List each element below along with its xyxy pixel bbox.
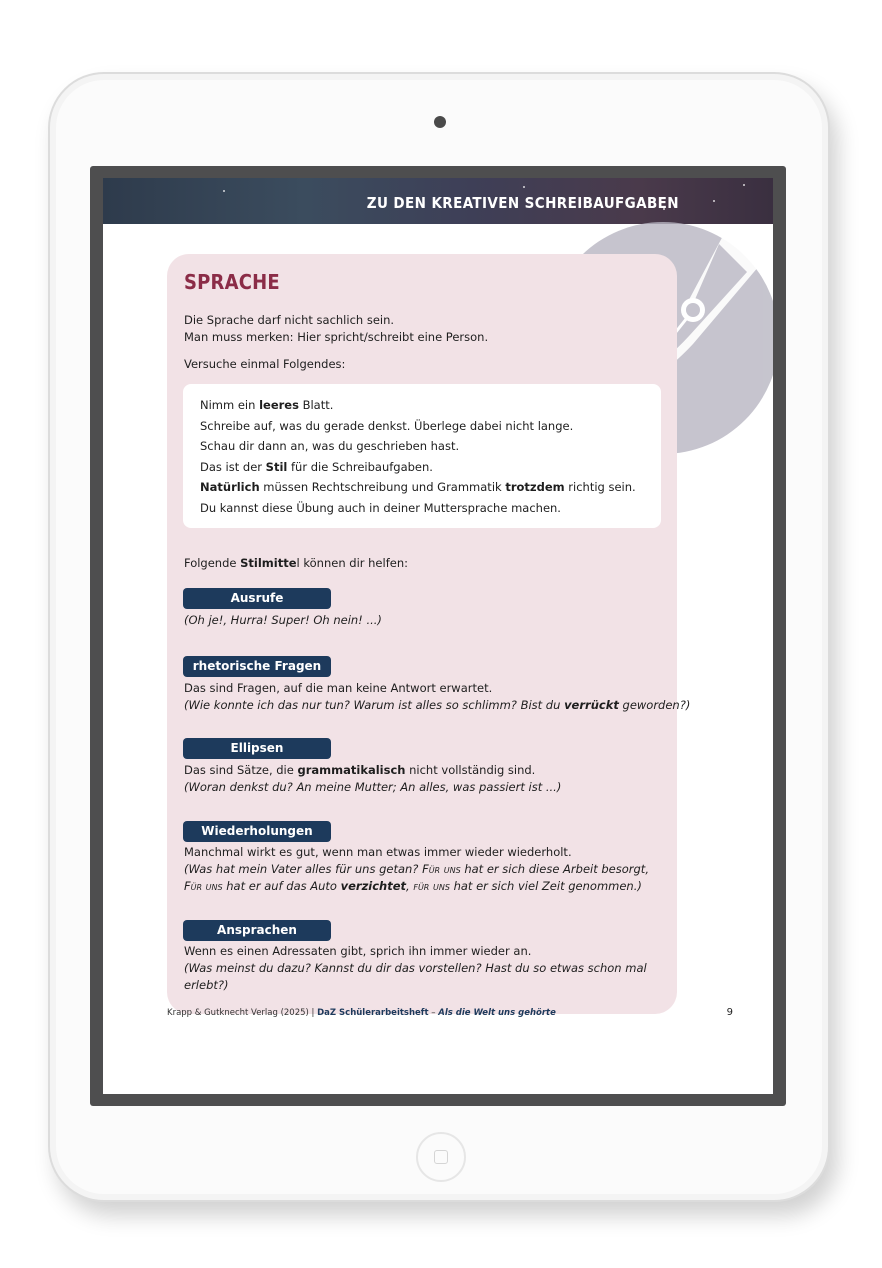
- content-panel: [167, 254, 691, 1014]
- home-button[interactable]: [416, 1132, 466, 1182]
- page-footer: Krapp & Gutknecht Verlag (2025) | DaZ Schülerarbeitsheft – Als die Welt uns gehörte: [167, 1008, 556, 1018]
- camera-icon: [434, 116, 446, 128]
- document-page: [103, 178, 773, 1094]
- page-title: SPRACHE: [184, 270, 280, 294]
- home-square-icon: [434, 1150, 448, 1164]
- device-desc-ansprachen: Wenn es einen Adressaten gibt, sprich ihn immer wieder an.: [184, 944, 532, 958]
- device-label-ansprachen: Ansprachen: [183, 920, 331, 941]
- exercise-line: Nimm ein leeres Blatt.: [200, 398, 334, 412]
- header-band: [103, 178, 773, 224]
- exercise-prompt: Versuche einmal Folgendes:: [184, 357, 346, 371]
- devices-intro: Folgende Stilmittel können dir helfen:: [184, 556, 408, 570]
- device-desc-fragen: Das sind Fragen, auf die man keine Antwort erwartet.: [184, 681, 493, 695]
- device-label-ausrufe: Ausrufe: [183, 588, 331, 609]
- intro-line-1: Die Sprache darf nicht sachlich sein.: [184, 313, 395, 327]
- intro-line-2: Man muss merken: Hier spricht/schreibt eine Person.: [184, 330, 489, 344]
- device-example-ansprachen-1: (Was meinst du dazu? Kannst du dir das vorstellen? Hast du so etwas schon mal: [184, 961, 647, 975]
- device-label-fragen: rhetorische Fragen: [183, 656, 331, 677]
- exercise-line: Das ist der Stil für die Schreibaufgaben.: [200, 460, 433, 474]
- exercise-line: Schreibe auf, was du gerade denkst. Überlege dabei nicht lange.: [200, 419, 574, 433]
- section-title: ZU DEN KREATIVEN SCHREIBAUFGABEN: [366, 194, 679, 212]
- page-number: 9: [726, 1007, 733, 1018]
- device-example-ansprachen-2: erlebt?): [184, 978, 229, 992]
- device-example-ellipsen: (Woran denkst du? An meine Mutter; An alles, was passiert ist ...): [184, 780, 562, 794]
- exercise-box: [183, 384, 661, 528]
- device-label-wiederholungen: Wiederholungen: [183, 821, 331, 842]
- device-desc-wiederholungen: Manchmal wirkt es gut, wenn man etwas immer wieder wiederholt.: [184, 845, 572, 859]
- device-example-fragen: (Wie konnte ich das nur tun? Warum ist alles so schlimm? Bist du verrückt geworden?): [184, 698, 691, 712]
- device-example-ausrufe: (Oh je!, Hurra! Super! Oh nein! ...): [184, 613, 382, 627]
- device-desc-ellipsen: Das sind Sätze, die grammatikalisch nicht vollständig sind.: [184, 763, 536, 777]
- tablet-screen: [90, 166, 786, 1106]
- exercise-line: Du kannst diese Übung auch in deiner Muttersprache machen.: [200, 501, 561, 515]
- device-example-wiederholungen-1: (Was hat mein Vater alles für uns getan? Für uns hat er sich diese Arbeit besorgt,: [184, 862, 649, 876]
- device-label-ellipsen: Ellipsen: [183, 738, 331, 759]
- exercise-line: Natürlich müssen Rechtschreibung und Grammatik trotzdem richtig sein.: [200, 480, 636, 494]
- device-example-wiederholungen-2: Für uns hat er auf das Auto verzichtet, für uns hat er sich viel Zeit genommen.): [184, 879, 642, 893]
- exercise-line: Schau dir dann an, was du geschrieben hast.: [200, 439, 460, 453]
